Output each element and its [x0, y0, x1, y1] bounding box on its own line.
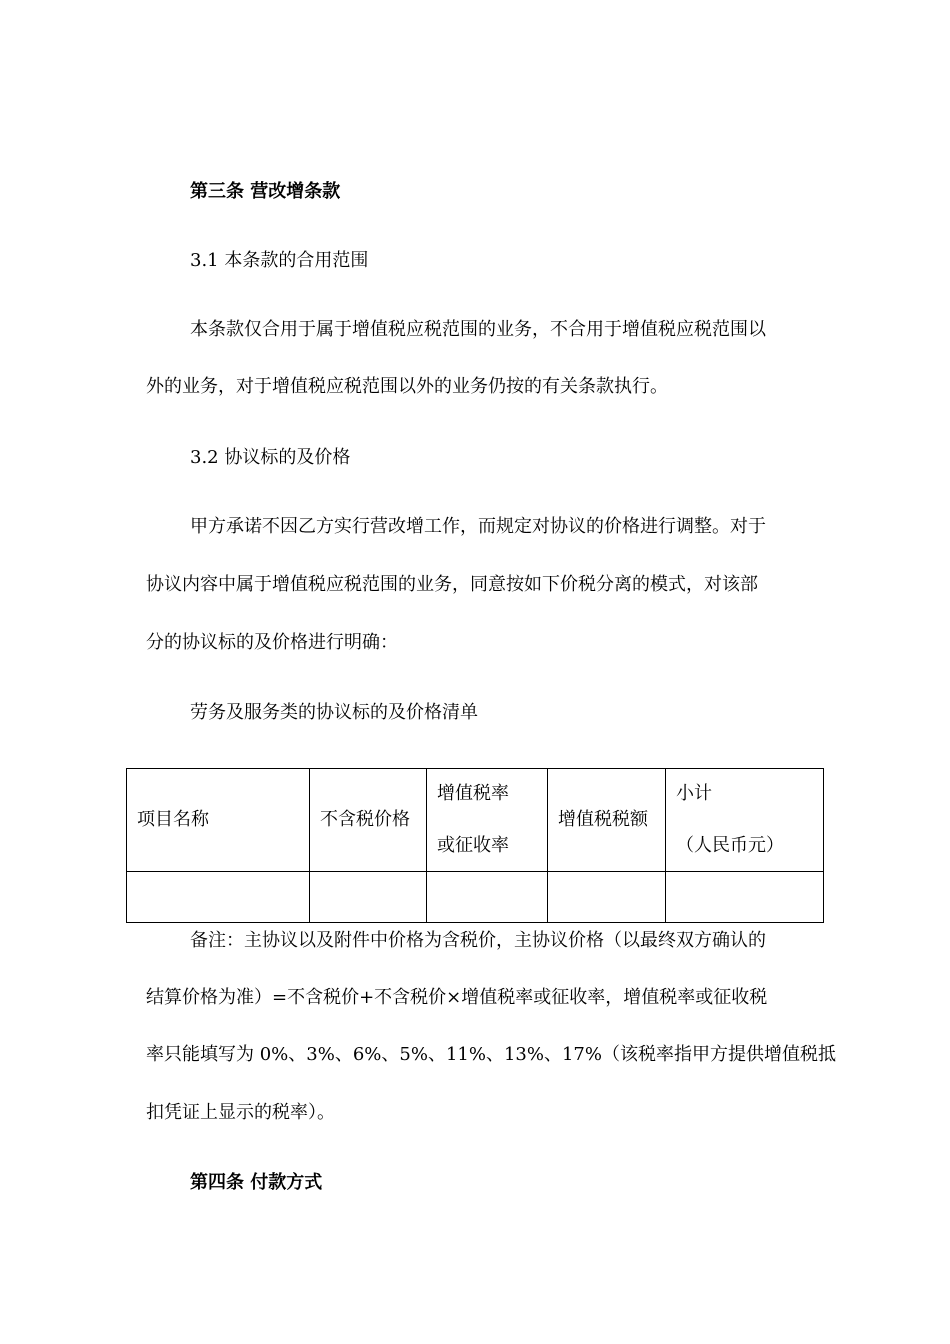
note-line: 扣凭证上显示的税率）。: [146, 1102, 335, 1123]
price-table: [126, 768, 824, 923]
header-tax-amount: 增值税税额: [548, 769, 666, 872]
note-line: 率只能填写为 0%、3%、6%、5%、11%、13%、17%（该税率指甲方提供增值税抵: [146, 1044, 836, 1065]
note-line: 备注：主协议以及附件中价格为含税价，主协议价格（以最终双方确认的: [190, 930, 766, 951]
header-tax-rate-line: 或征收率: [437, 835, 509, 856]
table-cell: [427, 872, 548, 923]
header-price-excl-tax: 不含税价格: [310, 769, 427, 872]
section-3-1-text-line: 本条款仅合用于属于增值税应税范围的业务，不合用于增值税应税范围以: [190, 319, 766, 340]
section-3-1-title: 3.1 本条款的合用范围: [190, 250, 369, 271]
header-subtotal-line: 小计: [676, 783, 712, 804]
header-tax-rate-line: 增值税率: [437, 783, 509, 804]
section-3-2-text-line: 甲方承诺不因乙方实行营改增工作，而规定对协议的价格进行调整。对于: [190, 516, 766, 537]
table-caption: 劳务及服务类的协议标的及价格清单: [190, 702, 478, 723]
table-cell: [310, 872, 427, 923]
table-cell: [666, 872, 824, 923]
table-row: [127, 872, 824, 923]
table-cell: [548, 872, 666, 923]
header-subtotal-line: （人民币元）: [676, 835, 784, 856]
section-3-2-title: 3.2 协议标的及价格: [190, 447, 351, 468]
header-tax-rate: [427, 769, 548, 872]
section-3-2-text-line: 分的协议标的及价格进行明确：: [146, 632, 398, 653]
note-line: 结算价格为准）=不含税价+不含税价×增值税率或征收率，增值税率或征收税: [146, 987, 768, 1008]
article3-heading: 第三条 营改增条款: [190, 181, 341, 202]
table-cell: [127, 872, 310, 923]
section-3-2-text-line: 协议内容中属于增值税应税范围的业务，同意按如下价税分离的模式，对该部: [146, 574, 758, 595]
header-item-name: 项目名称: [127, 769, 310, 872]
article4-heading: 第四条 付款方式: [190, 1172, 323, 1193]
header-subtotal: [666, 769, 824, 872]
table-header-row: [127, 769, 824, 872]
section-3-1-text-line: 外的业务，对于增值税应税范围以外的业务仍按的有关条款执行。: [146, 376, 668, 397]
